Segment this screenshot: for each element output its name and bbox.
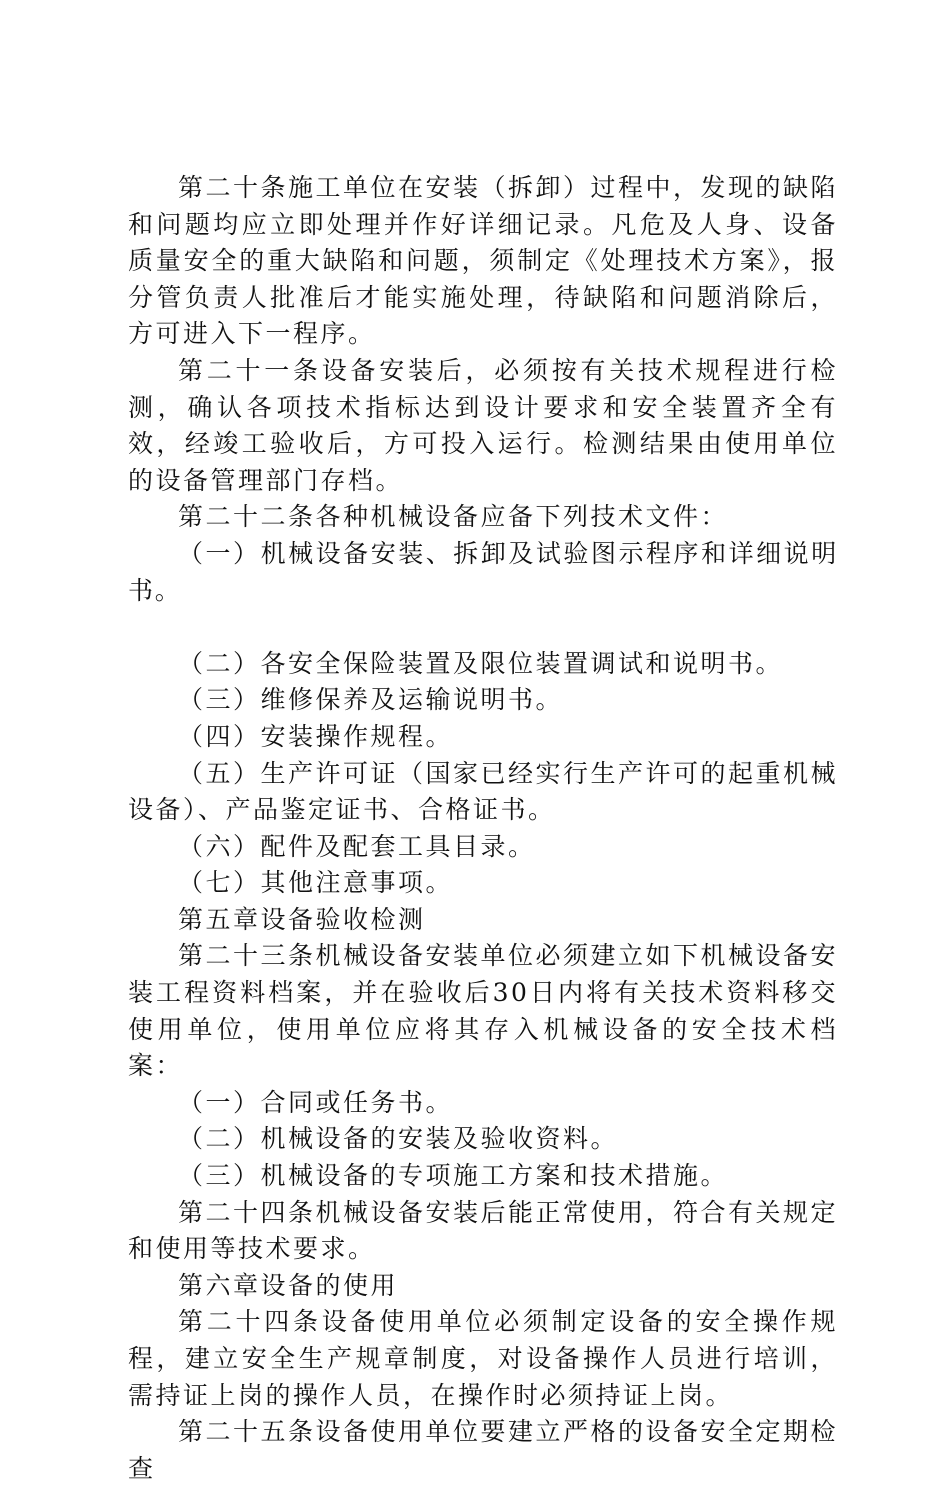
- list-item-6: （六）配件及配套工具目录。: [178, 831, 536, 861]
- list-item-3: （三）维修保养及运输说明书。: [178, 685, 564, 715]
- list-item-c: （三）机械设备的专项施工方案和技术措施。: [178, 1161, 729, 1191]
- list-item-a: （一）合同或任务书。: [178, 1087, 454, 1117]
- list-item-7: （七）其他注意事项。: [178, 868, 454, 898]
- chapter-heading-6: 第六章设备的使用: [178, 1270, 399, 1300]
- list-item-2: （二）各安全保险装置及限位装置调试和说明书。: [178, 648, 784, 678]
- paragraph-article-20: 第二十条施工单位在安装（拆卸）过程中，发现的缺陷和问题均应立即处理并作好详细记录。凡危及人身、设备质量安全的重大缺陷和问题，须制定《处理技术方案》，报分管负责人批准后才能实施处理，待缺陷和问题消除后，方可进入下一程序。: [128, 173, 839, 349]
- list-item-4: （四）安装操作规程。: [178, 721, 454, 751]
- chapter-heading-5: 第五章设备验收检测: [178, 904, 426, 934]
- document-body: [128, 170, 838, 1487]
- paragraph-article-23: 第二十三条机械设备安装单位必须建立如下机械设备安装工程资料档案，并在验收后30日内将有关技术资料移交使用单位，使用单位应将其存入机械设备的安全技术档案：: [128, 941, 839, 1081]
- paragraph-article-21: 第二十一条设备安装后，必须按有关技术规程进行检测，确认各项技术指标达到设计要求和安全装置齐全有效，经竣工验收后，方可投入运行。检测结果由使用单位的设备管理部门存档。: [128, 355, 838, 495]
- paragraph-article-24b: 第二十四条设备使用单位必须制定设备的安全操作规程，建立安全生产规章制度，对设备操作人员进行培训，需持证上岗的操作人员，在操作时必须持证上岗。: [128, 1307, 838, 1410]
- paragraph-article-22: 第二十二条各种机械设备应备下列技术文件：: [178, 502, 729, 532]
- list-item-b: （二）机械设备的安装及验收资料。: [178, 1124, 619, 1154]
- paragraph-article-24a: 第二十四条机械设备安装后能正常使用，符合有关规定和使用等技术要求。: [128, 1197, 839, 1264]
- paragraph-article-25: 第二十五条设备使用单位要建立严格的设备安全定期检查: [128, 1417, 839, 1483]
- list-item-5: （五）生产许可证（国家已经实行生产许可的起重机械设备）、产品鉴定证书、合格证书。: [128, 758, 839, 825]
- list-item-1: （一）机械设备安装、拆卸及试验图示程序和详细说明书。: [128, 538, 838, 605]
